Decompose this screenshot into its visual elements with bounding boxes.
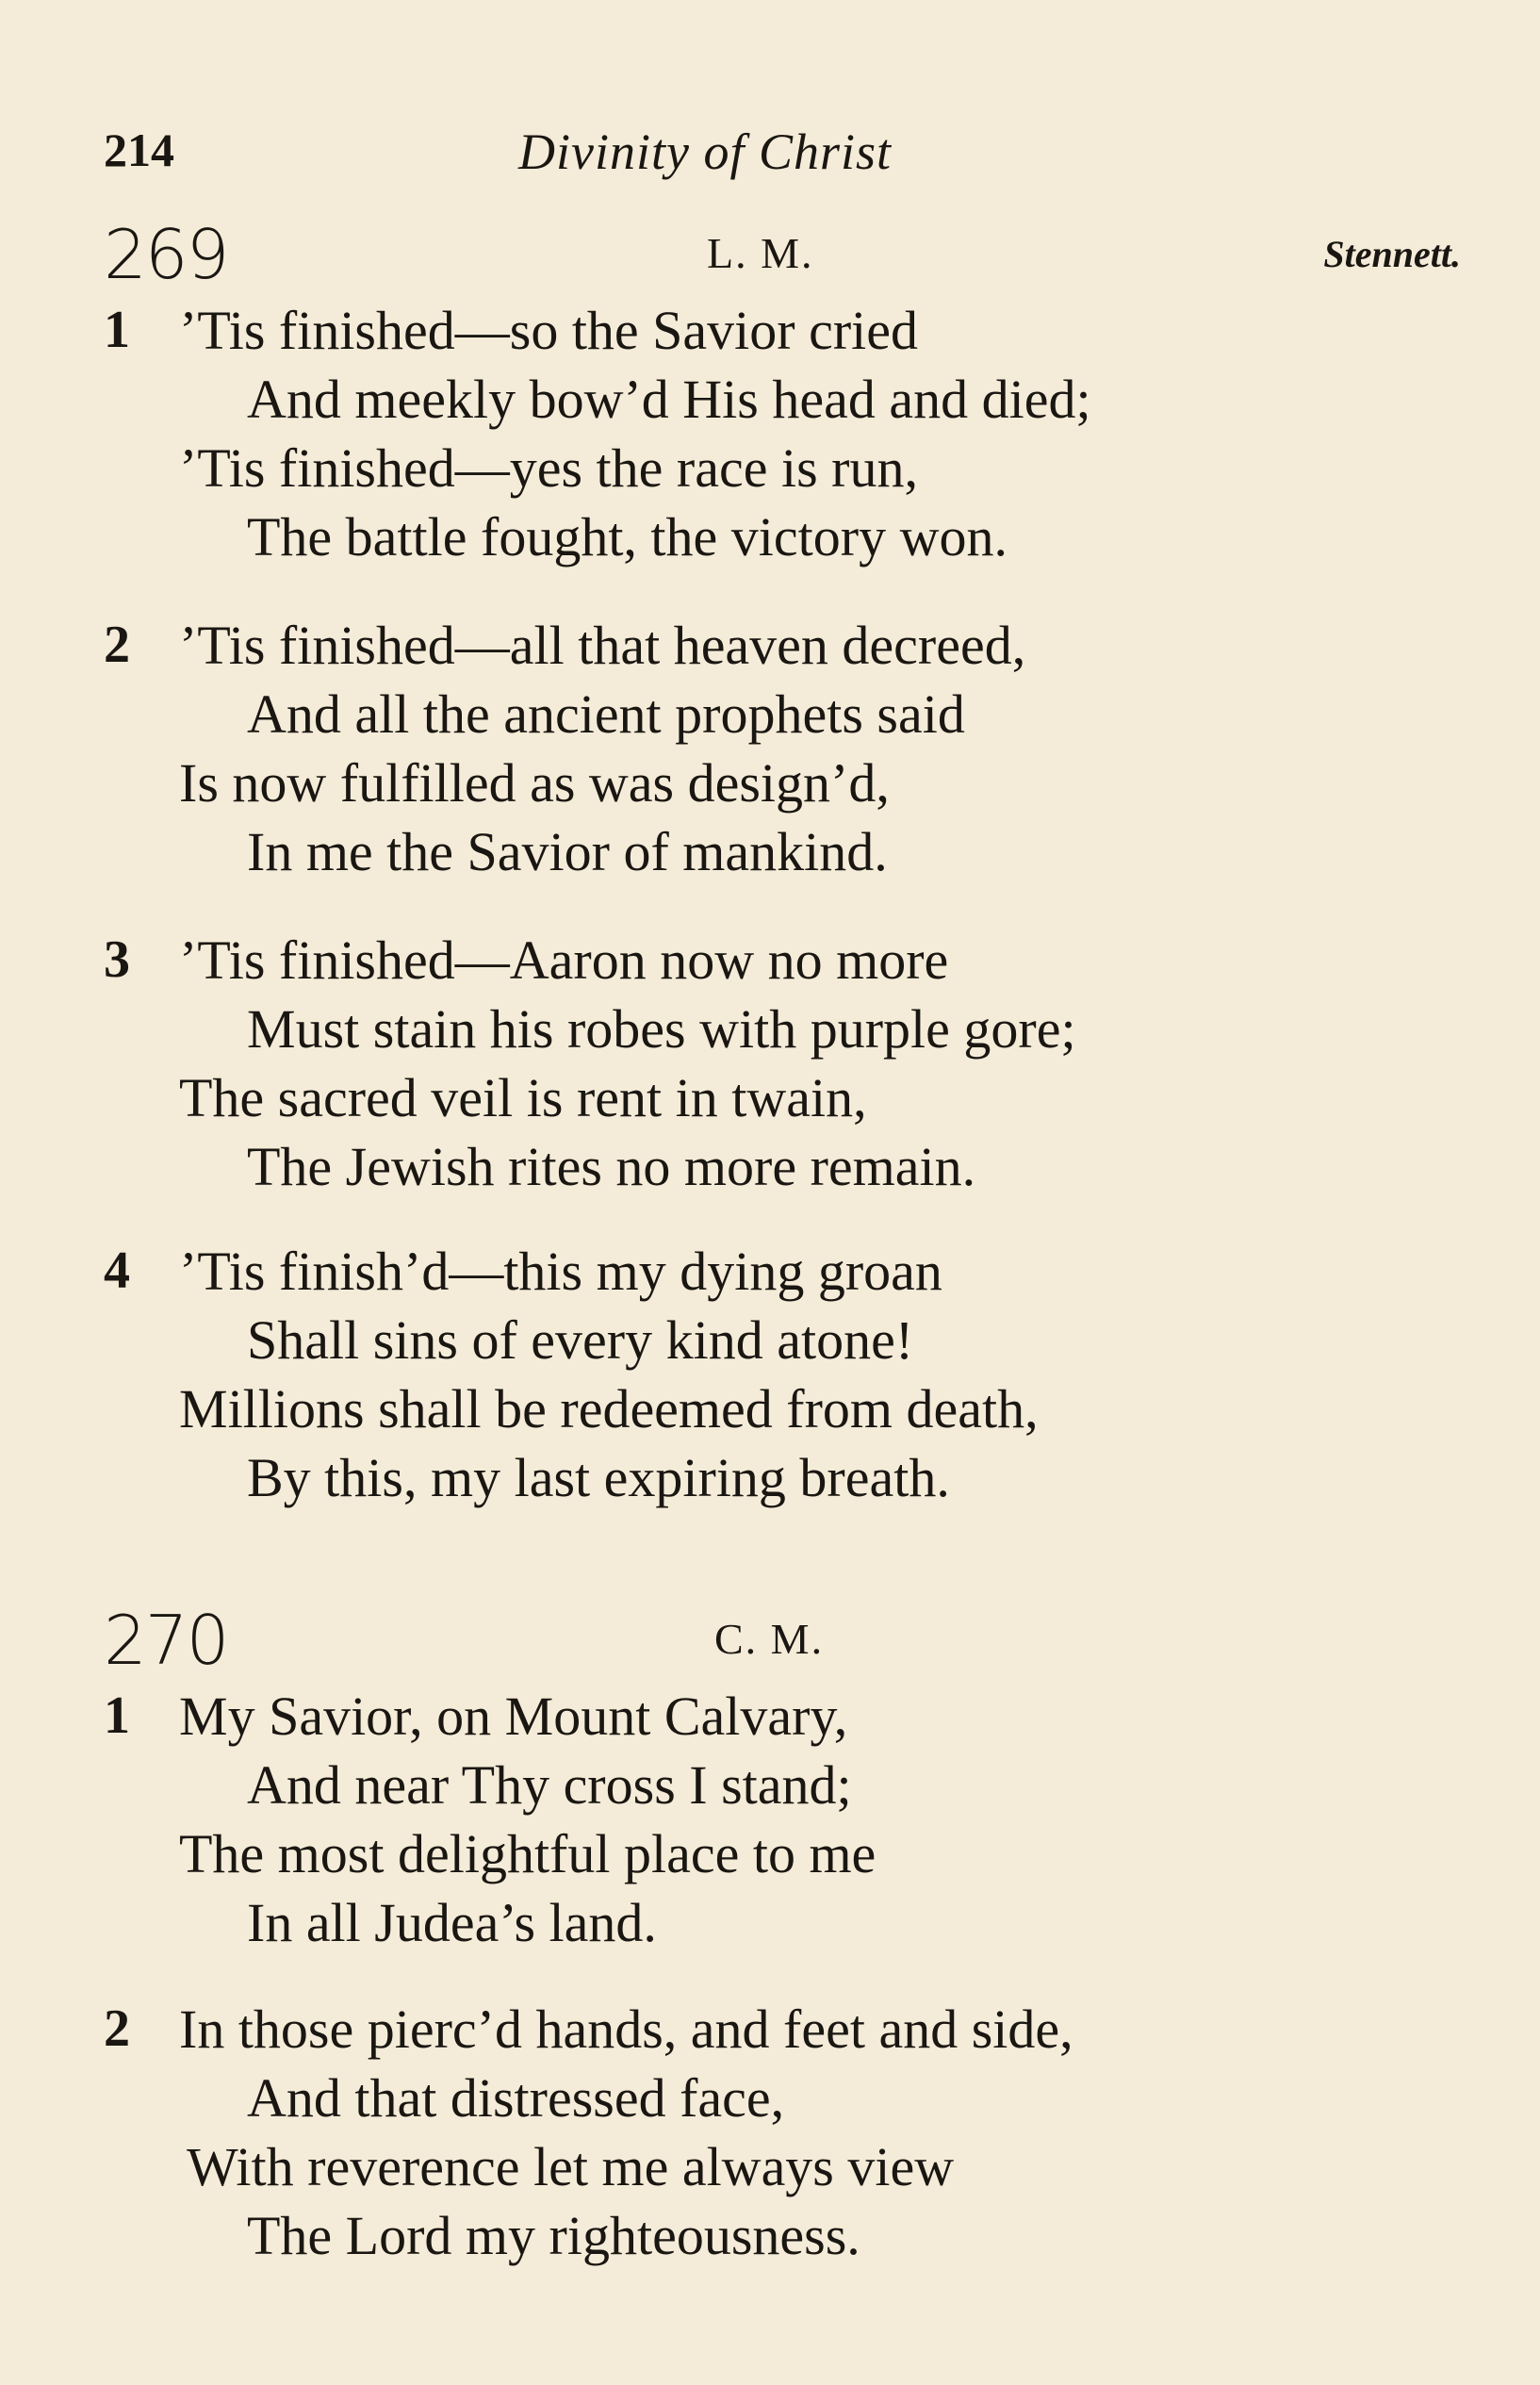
verse-line: In those pierc’d hands, and feet and side, — [179, 1998, 1073, 2060]
stanza — [104, 1682, 1461, 1957]
verse-line: With reverence let me always view — [187, 2136, 955, 2197]
stanza-line — [104, 611, 1461, 680]
verse-line: And meekly bow’d His head and died; — [247, 369, 1091, 430]
hymn-author: Stennett. — [1323, 233, 1461, 275]
stanza-line — [104, 502, 1461, 571]
running-head — [104, 123, 1461, 189]
verse-line: Millions shall be redeemed from death, — [179, 1378, 1039, 1439]
stanza-line — [104, 1682, 1461, 1751]
verse-line: In me the Savior of mankind. — [247, 821, 888, 882]
verse-line: The most delightful place to me — [179, 1823, 876, 1884]
stanza — [104, 926, 1461, 1201]
stanza-line — [104, 1132, 1461, 1201]
verse-line: ’Tis finished—Aaron now no more — [179, 929, 949, 991]
stanza-line — [104, 1751, 1461, 1819]
stanza — [104, 1237, 1461, 1512]
running-title: Divinity of Christ — [518, 123, 892, 180]
stanza-line — [104, 1995, 1461, 2064]
verse-line: In all Judea’s land. — [247, 1892, 657, 1953]
verse-line: ’Tis finished—yes the race is run, — [179, 437, 918, 499]
verse-line: Shall sins of every kind atone! — [247, 1309, 914, 1371]
verse-line: The Jewish rites no more remain. — [247, 1136, 976, 1197]
hymn-number: 270 — [104, 1601, 228, 1680]
stanza-line — [104, 434, 1461, 502]
stanza-line — [104, 1888, 1461, 1957]
stanza — [104, 1995, 1461, 2270]
verse-line: ’Tis finished—all that heaven decreed, — [179, 615, 1026, 676]
verse-line: By this, my last expiring breath. — [247, 1447, 950, 1508]
stanza-line — [104, 1819, 1461, 1888]
verse-line: Must stain his robes with purple gore; — [247, 998, 1076, 1060]
stanza-line — [104, 680, 1461, 748]
stanza-line — [104, 1306, 1461, 1374]
stanza-line — [104, 926, 1461, 995]
stanza-line — [104, 1063, 1461, 1132]
stanza-line — [104, 817, 1461, 886]
stanza-line — [104, 1237, 1461, 1306]
stanza-line — [104, 365, 1461, 434]
verse-line: ’Tis finished—so the Savior cried — [179, 300, 919, 361]
stanza-number: 2 — [104, 1999, 130, 2058]
hymn-number: 269 — [104, 215, 228, 294]
stanza-line — [104, 1374, 1461, 1443]
stanza — [104, 611, 1461, 886]
verse-line: The battle fought, the victory won. — [247, 506, 1008, 567]
verse-line: The Lord my righteousness. — [247, 2205, 860, 2266]
verse-line: ’Tis finish’d—this my dying groan — [179, 1241, 942, 1302]
stanza-line — [104, 995, 1461, 1063]
stanza-line — [104, 2132, 1461, 2201]
stanza-line — [104, 2201, 1461, 2270]
verse-line: And near Thy cross I stand; — [247, 1754, 852, 1816]
hymn-header — [104, 215, 1461, 294]
hymn-meter: C. M. — [714, 1615, 825, 1663]
hymn-meter: L. M. — [707, 229, 814, 277]
stanza-number: 4 — [104, 1242, 130, 1300]
stanza-line — [104, 748, 1461, 817]
stanza-line — [104, 1443, 1461, 1512]
stanza — [104, 296, 1461, 571]
verse-line: My Savior, on Mount Calvary, — [179, 1686, 848, 1747]
page-number: 214 — [104, 123, 174, 176]
verse-line: Is now fulfilled as was design’d, — [179, 752, 890, 814]
stanza-number: 1 — [104, 301, 130, 359]
stanza-line — [104, 296, 1461, 365]
verse-line: And that distressed face, — [247, 2067, 785, 2129]
stanza-line — [104, 2064, 1461, 2132]
stanza-number: 3 — [104, 930, 130, 989]
hymn-header — [104, 1601, 1461, 1680]
stanza-number: 2 — [104, 616, 130, 674]
stanza-number: 1 — [104, 1686, 130, 1745]
verse-line: The sacred veil is rent in twain, — [179, 1067, 867, 1128]
verse-line: And all the ancient prophets said — [247, 683, 965, 745]
